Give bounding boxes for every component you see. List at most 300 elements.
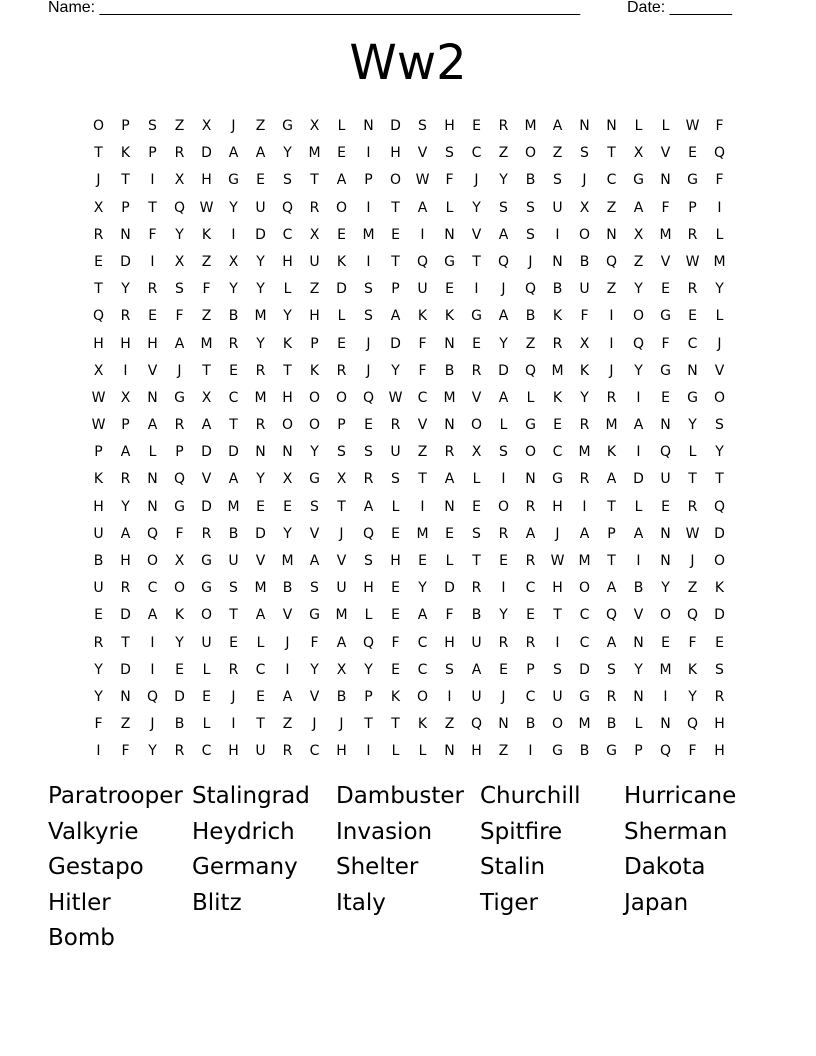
grid-letter[interactable]: N bbox=[444, 335, 455, 352]
grid-letter[interactable]: T bbox=[607, 553, 616, 569]
grid-letter[interactable]: B bbox=[444, 362, 455, 379]
grid-letter[interactable]: I bbox=[285, 661, 290, 678]
grid-letter[interactable]: G bbox=[606, 743, 617, 760]
grid-letter[interactable]: A bbox=[228, 471, 239, 488]
grid-letter[interactable]: H bbox=[147, 335, 158, 352]
grid-letter[interactable]: P bbox=[337, 417, 346, 434]
grid-letter[interactable]: R bbox=[120, 580, 131, 597]
grid-letter[interactable]: D bbox=[201, 145, 212, 162]
grid-letter[interactable]: E bbox=[337, 335, 346, 352]
grid-letter[interactable]: G bbox=[309, 471, 320, 488]
grid-letter[interactable]: D bbox=[714, 525, 725, 542]
grid-letter[interactable]: I bbox=[582, 498, 587, 515]
grid-letter[interactable]: K bbox=[444, 308, 455, 325]
grid-letter[interactable]: A bbox=[309, 553, 320, 569]
grid-letter[interactable]: Y bbox=[283, 525, 292, 542]
grid-letter[interactable]: R bbox=[579, 471, 590, 488]
grid-letter[interactable]: N bbox=[660, 716, 671, 733]
grid-letter[interactable]: B bbox=[93, 553, 104, 569]
grid-letter[interactable]: L bbox=[337, 118, 346, 134]
grid-letter[interactable]: T bbox=[715, 471, 724, 488]
grid-letter[interactable]: X bbox=[228, 253, 239, 270]
grid-letter[interactable]: V bbox=[309, 525, 320, 542]
grid-letter[interactable]: A bbox=[498, 389, 509, 406]
grid-letter[interactable]: P bbox=[634, 743, 643, 760]
grid-letter[interactable]: F bbox=[688, 743, 697, 760]
grid-letter[interactable]: Y bbox=[661, 580, 670, 597]
grid-letter[interactable]: C bbox=[525, 580, 536, 597]
grid-letter[interactable]: U bbox=[417, 281, 428, 298]
grid-letter[interactable]: L bbox=[472, 471, 481, 488]
grid-letter[interactable]: K bbox=[417, 308, 428, 325]
grid-letter[interactable]: W bbox=[685, 118, 700, 134]
grid-letter[interactable]: H bbox=[120, 553, 131, 569]
grid-letter[interactable]: D bbox=[120, 661, 131, 678]
grid-letter[interactable]: H bbox=[201, 172, 212, 189]
grid-letter[interactable]: N bbox=[444, 498, 455, 515]
grid-letter[interactable]: V bbox=[201, 471, 212, 488]
grid-letter[interactable]: I bbox=[555, 634, 560, 651]
grid-letter[interactable]: I bbox=[447, 688, 452, 705]
grid-letter[interactable]: Y bbox=[499, 172, 508, 189]
grid-letter[interactable]: G bbox=[660, 308, 671, 325]
grid-letter[interactable]: H bbox=[714, 743, 725, 760]
grid-letter[interactable]: E bbox=[337, 226, 346, 243]
grid-letter[interactable]: J bbox=[96, 172, 101, 189]
grid-letter[interactable]: T bbox=[94, 145, 103, 162]
grid-letter[interactable]: P bbox=[175, 444, 184, 461]
grid-letter[interactable]: X bbox=[309, 226, 320, 243]
grid-letter[interactable]: Y bbox=[634, 281, 643, 298]
grid-letter[interactable]: V bbox=[417, 145, 428, 162]
grid-letter[interactable]: X bbox=[579, 335, 590, 352]
grid-letter[interactable]: A bbox=[120, 525, 131, 542]
grid-letter[interactable]: E bbox=[418, 553, 427, 569]
grid-letter[interactable]: F bbox=[661, 199, 670, 216]
grid-letter[interactable]: I bbox=[366, 199, 371, 216]
grid-letter[interactable]: R bbox=[390, 417, 401, 434]
grid-letter[interactable]: J bbox=[582, 172, 587, 189]
grid-letter[interactable]: R bbox=[174, 145, 185, 162]
grid-letter[interactable]: R bbox=[471, 580, 482, 597]
grid-letter[interactable]: K bbox=[174, 607, 185, 624]
grid-letter[interactable]: S bbox=[499, 199, 508, 216]
grid-letter[interactable]: C bbox=[201, 743, 212, 760]
grid-letter[interactable]: A bbox=[201, 417, 212, 434]
grid-letter[interactable]: N bbox=[687, 362, 698, 379]
grid-letter[interactable]: Y bbox=[94, 688, 103, 705]
grid-letter[interactable]: O bbox=[281, 417, 294, 434]
grid-letter[interactable]: C bbox=[282, 226, 293, 243]
grid-letter[interactable]: K bbox=[417, 716, 428, 733]
grid-letter[interactable]: O bbox=[308, 389, 321, 406]
grid-letter[interactable]: R bbox=[228, 335, 239, 352]
grid-letter[interactable]: T bbox=[688, 471, 697, 488]
grid-letter[interactable]: G bbox=[174, 389, 185, 406]
grid-letter[interactable]: A bbox=[282, 688, 293, 705]
grid-letter[interactable]: W bbox=[388, 389, 403, 406]
grid-letter[interactable]: Z bbox=[606, 199, 617, 216]
grid-letter[interactable]: A bbox=[579, 525, 590, 542]
grid-letter[interactable]: A bbox=[336, 634, 347, 651]
grid-letter[interactable]: Q bbox=[92, 308, 105, 325]
grid-letter[interactable]: I bbox=[636, 389, 641, 406]
grid-letter[interactable]: M bbox=[605, 417, 618, 434]
grid-letter[interactable]: S bbox=[445, 661, 454, 678]
grid-letter[interactable]: F bbox=[175, 525, 184, 542]
grid-letter[interactable]: T bbox=[202, 362, 211, 379]
grid-letter[interactable]: F bbox=[148, 226, 157, 243]
grid-letter[interactable]: D bbox=[390, 118, 401, 134]
grid-letter[interactable]: T bbox=[391, 253, 400, 270]
grid-letter[interactable]: J bbox=[312, 716, 317, 733]
grid-letter[interactable]: O bbox=[578, 226, 591, 243]
grid-letter[interactable]: P bbox=[364, 172, 373, 189]
grid-letter[interactable]: E bbox=[445, 281, 454, 298]
grid-letter[interactable]: T bbox=[364, 716, 373, 733]
grid-letter[interactable]: E bbox=[229, 634, 238, 651]
grid-letter[interactable]: K bbox=[93, 471, 104, 488]
grid-letter[interactable]: O bbox=[335, 199, 348, 216]
grid-letter[interactable]: J bbox=[717, 335, 722, 352]
grid-letter[interactable]: M bbox=[227, 498, 240, 515]
grid-letter[interactable]: S bbox=[445, 145, 454, 162]
grid-letter[interactable]: Q bbox=[416, 253, 429, 270]
grid-letter[interactable]: Z bbox=[444, 716, 455, 733]
grid-letter[interactable]: E bbox=[661, 389, 670, 406]
grid-letter[interactable]: Y bbox=[256, 471, 265, 488]
grid-letter[interactable]: I bbox=[420, 498, 425, 515]
grid-letter[interactable]: D bbox=[444, 580, 455, 597]
grid-letter[interactable]: O bbox=[200, 607, 213, 624]
grid-letter[interactable]: I bbox=[636, 444, 641, 461]
grid-letter[interactable]: L bbox=[202, 716, 211, 733]
grid-letter[interactable]: M bbox=[578, 553, 591, 569]
grid-letter[interactable]: H bbox=[390, 145, 401, 162]
grid-letter[interactable]: E bbox=[256, 688, 265, 705]
grid-letter[interactable]: N bbox=[606, 226, 617, 243]
grid-letter[interactable]: G bbox=[633, 172, 644, 189]
grid-letter[interactable]: H bbox=[120, 335, 131, 352]
grid-letter[interactable]: A bbox=[606, 580, 617, 597]
grid-letter[interactable]: O bbox=[524, 145, 537, 162]
grid-letter[interactable]: K bbox=[552, 308, 563, 325]
grid-letter[interactable]: O bbox=[524, 444, 537, 461]
grid-letter[interactable]: Y bbox=[256, 253, 265, 270]
grid-letter[interactable]: K bbox=[579, 362, 590, 379]
grid-letter[interactable]: R bbox=[120, 308, 131, 325]
grid-letter[interactable]: H bbox=[282, 253, 293, 270]
grid-letter[interactable]: W bbox=[199, 199, 214, 216]
grid-letter[interactable]: U bbox=[309, 253, 320, 270]
grid-letter[interactable]: T bbox=[283, 362, 292, 379]
grid-letter[interactable]: U bbox=[660, 471, 671, 488]
grid-letter[interactable]: M bbox=[578, 444, 591, 461]
grid-letter[interactable]: R bbox=[174, 417, 185, 434]
grid-letter[interactable]: I bbox=[366, 743, 371, 760]
grid-letter[interactable]: P bbox=[391, 281, 400, 298]
grid-letter[interactable]: I bbox=[528, 743, 533, 760]
grid-letter[interactable]: Y bbox=[256, 335, 265, 352]
grid-letter[interactable]: I bbox=[231, 226, 236, 243]
grid-letter[interactable]: S bbox=[499, 444, 508, 461]
grid-letter[interactable]: P bbox=[526, 661, 535, 678]
grid-letter[interactable]: Y bbox=[472, 199, 481, 216]
grid-letter[interactable]: T bbox=[607, 498, 616, 515]
grid-letter[interactable]: J bbox=[150, 716, 155, 733]
grid-letter[interactable]: N bbox=[444, 417, 455, 434]
grid-letter[interactable]: F bbox=[94, 716, 103, 733]
grid-letter[interactable]: D bbox=[174, 688, 185, 705]
grid-letter[interactable]: J bbox=[690, 553, 695, 569]
grid-letter[interactable]: S bbox=[148, 118, 157, 134]
grid-letter[interactable]: A bbox=[336, 172, 347, 189]
grid-letter[interactable]: Y bbox=[688, 417, 697, 434]
grid-letter[interactable]: O bbox=[389, 172, 402, 189]
grid-letter[interactable]: A bbox=[471, 661, 482, 678]
grid-letter[interactable]: B bbox=[336, 688, 347, 705]
grid-letter[interactable]: N bbox=[498, 716, 509, 733]
grid-letter[interactable]: F bbox=[418, 335, 427, 352]
grid-letter[interactable]: K bbox=[552, 389, 563, 406]
grid-letter[interactable]: E bbox=[391, 661, 400, 678]
grid-letter[interactable]: I bbox=[717, 199, 722, 216]
grid-letter[interactable]: N bbox=[525, 471, 536, 488]
grid-letter[interactable]: C bbox=[417, 661, 428, 678]
grid-letter[interactable]: N bbox=[552, 253, 563, 270]
grid-letter[interactable]: I bbox=[501, 471, 506, 488]
grid-letter[interactable]: I bbox=[366, 145, 371, 162]
grid-letter[interactable]: F bbox=[445, 607, 454, 624]
grid-letter[interactable]: X bbox=[174, 553, 185, 569]
grid-letter[interactable]: I bbox=[555, 226, 560, 243]
grid-letter[interactable]: T bbox=[229, 417, 238, 434]
grid-letter[interactable]: P bbox=[607, 525, 616, 542]
grid-letter[interactable]: E bbox=[499, 661, 508, 678]
grid-letter[interactable]: Y bbox=[310, 661, 319, 678]
grid-letter[interactable]: M bbox=[281, 553, 294, 569]
grid-letter[interactable]: F bbox=[175, 308, 184, 325]
grid-letter[interactable]: W bbox=[91, 417, 106, 434]
grid-letter[interactable]: N bbox=[633, 688, 644, 705]
grid-letter[interactable]: I bbox=[474, 281, 479, 298]
grid-letter[interactable]: E bbox=[661, 498, 670, 515]
grid-letter[interactable]: N bbox=[579, 118, 590, 134]
grid-letter[interactable]: F bbox=[715, 118, 724, 134]
grid-letter[interactable]: G bbox=[201, 553, 212, 569]
grid-letter[interactable]: R bbox=[687, 281, 698, 298]
grid-letter[interactable]: Q bbox=[173, 471, 186, 488]
grid-letter[interactable]: U bbox=[552, 199, 563, 216]
grid-letter[interactable]: O bbox=[470, 417, 483, 434]
grid-letter[interactable]: L bbox=[499, 417, 508, 434]
grid-letter[interactable]: H bbox=[471, 743, 482, 760]
grid-letter[interactable]: H bbox=[363, 580, 374, 597]
grid-letter[interactable]: G bbox=[552, 471, 563, 488]
grid-letter[interactable]: V bbox=[417, 417, 428, 434]
grid-letter[interactable]: U bbox=[255, 199, 266, 216]
grid-letter[interactable]: U bbox=[471, 688, 482, 705]
grid-letter[interactable]: Z bbox=[120, 716, 131, 733]
grid-letter[interactable]: I bbox=[123, 362, 128, 379]
grid-letter[interactable]: C bbox=[552, 444, 563, 461]
grid-letter[interactable]: J bbox=[555, 525, 560, 542]
grid-letter[interactable]: P bbox=[121, 118, 130, 134]
grid-letter[interactable]: A bbox=[417, 607, 428, 624]
grid-letter[interactable]: T bbox=[472, 553, 481, 569]
grid-letter[interactable]: Z bbox=[201, 253, 212, 270]
grid-letter[interactable]: F bbox=[202, 281, 211, 298]
date-field-label[interactable]: Date: _______ bbox=[627, 0, 732, 16]
grid-letter[interactable]: S bbox=[175, 281, 184, 298]
grid-letter[interactable]: D bbox=[228, 444, 239, 461]
grid-letter[interactable]: R bbox=[120, 471, 131, 488]
grid-letter[interactable]: R bbox=[687, 498, 698, 515]
grid-letter[interactable]: L bbox=[445, 199, 454, 216]
grid-letter[interactable]: Q bbox=[362, 525, 375, 542]
grid-letter[interactable]: A bbox=[606, 471, 617, 488]
grid-letter[interactable]: D bbox=[390, 335, 401, 352]
grid-letter[interactable]: L bbox=[688, 444, 697, 461]
grid-letter[interactable]: E bbox=[472, 335, 481, 352]
grid-letter[interactable]: L bbox=[148, 444, 157, 461]
grid-letter[interactable]: F bbox=[715, 172, 724, 189]
grid-letter[interactable]: S bbox=[553, 172, 562, 189]
grid-letter[interactable]: A bbox=[255, 607, 266, 624]
grid-letter[interactable]: Q bbox=[524, 362, 537, 379]
grid-letter[interactable]: R bbox=[147, 281, 158, 298]
grid-letter[interactable]: Z bbox=[255, 118, 266, 134]
grid-letter[interactable]: U bbox=[552, 688, 563, 705]
grid-letter[interactable]: S bbox=[472, 525, 481, 542]
grid-letter[interactable]: Y bbox=[121, 281, 130, 298]
grid-letter[interactable]: E bbox=[661, 634, 670, 651]
grid-letter[interactable]: L bbox=[634, 498, 643, 515]
grid-letter[interactable]: Y bbox=[715, 444, 724, 461]
grid-letter[interactable]: R bbox=[255, 417, 266, 434]
grid-letter[interactable]: X bbox=[282, 471, 293, 488]
grid-letter[interactable]: L bbox=[337, 308, 346, 325]
grid-letter[interactable]: X bbox=[633, 226, 644, 243]
grid-letter[interactable]: M bbox=[578, 716, 591, 733]
grid-letter[interactable]: H bbox=[444, 634, 455, 651]
grid-letter[interactable]: X bbox=[336, 661, 347, 678]
grid-letter[interactable]: S bbox=[337, 444, 346, 461]
grid-letter[interactable]: M bbox=[200, 335, 213, 352]
grid-letter[interactable]: V bbox=[282, 607, 293, 624]
grid-letter[interactable]: O bbox=[551, 716, 564, 733]
grid-letter[interactable]: F bbox=[391, 634, 400, 651]
grid-letter[interactable]: A bbox=[498, 308, 509, 325]
grid-letter[interactable]: X bbox=[174, 253, 185, 270]
grid-letter[interactable]: Z bbox=[174, 118, 185, 134]
grid-letter[interactable]: E bbox=[391, 226, 400, 243]
grid-letter[interactable]: B bbox=[282, 580, 293, 597]
grid-letter[interactable]: S bbox=[553, 661, 562, 678]
grid-letter[interactable]: J bbox=[339, 525, 344, 542]
grid-letter[interactable]: Q bbox=[605, 253, 618, 270]
grid-letter[interactable]: F bbox=[445, 172, 454, 189]
grid-letter[interactable]: N bbox=[147, 471, 158, 488]
grid-letter[interactable]: E bbox=[175, 661, 184, 678]
grid-letter[interactable]: T bbox=[310, 172, 319, 189]
grid-letter[interactable]: H bbox=[552, 498, 563, 515]
grid-letter[interactable]: E bbox=[391, 607, 400, 624]
grid-letter[interactable]: W bbox=[685, 253, 700, 270]
grid-letter[interactable]: D bbox=[201, 498, 212, 515]
grid-letter[interactable]: G bbox=[471, 308, 482, 325]
grid-letter[interactable]: Z bbox=[498, 145, 509, 162]
grid-letter[interactable]: B bbox=[552, 281, 563, 298]
grid-letter[interactable]: Q bbox=[362, 389, 375, 406]
grid-letter[interactable]: E bbox=[553, 417, 562, 434]
grid-letter[interactable]: A bbox=[147, 417, 158, 434]
grid-letter[interactable]: R bbox=[255, 362, 266, 379]
grid-letter[interactable]: R bbox=[93, 634, 104, 651]
grid-letter[interactable]: A bbox=[606, 634, 617, 651]
grid-letter[interactable]: Z bbox=[633, 253, 644, 270]
grid-letter[interactable]: M bbox=[254, 308, 267, 325]
grid-letter[interactable]: Z bbox=[309, 281, 320, 298]
grid-letter[interactable]: Q bbox=[659, 444, 672, 461]
grid-letter[interactable]: U bbox=[93, 580, 104, 597]
grid-letter[interactable]: I bbox=[636, 553, 641, 569]
grid-letter[interactable]: A bbox=[525, 525, 536, 542]
grid-letter[interactable]: M bbox=[254, 580, 267, 597]
grid-letter[interactable]: T bbox=[418, 471, 427, 488]
grid-letter[interactable]: P bbox=[688, 199, 697, 216]
grid-letter[interactable]: C bbox=[255, 661, 266, 678]
grid-letter[interactable]: R bbox=[579, 417, 590, 434]
grid-letter[interactable]: Q bbox=[686, 607, 699, 624]
grid-letter[interactable]: E bbox=[526, 607, 535, 624]
grid-letter[interactable]: J bbox=[501, 688, 506, 705]
grid-letter[interactable]: I bbox=[150, 661, 155, 678]
grid-letter[interactable]: G bbox=[282, 118, 293, 134]
grid-letter[interactable]: M bbox=[524, 118, 537, 134]
grid-letter[interactable]: S bbox=[310, 498, 319, 515]
grid-letter[interactable]: X bbox=[633, 145, 644, 162]
grid-letter[interactable]: L bbox=[715, 308, 724, 325]
grid-letter[interactable]: Y bbox=[418, 580, 427, 597]
grid-letter[interactable]: M bbox=[551, 362, 564, 379]
grid-letter[interactable]: H bbox=[93, 498, 104, 515]
grid-letter[interactable]: D bbox=[120, 253, 131, 270]
grid-letter[interactable]: I bbox=[609, 335, 614, 352]
grid-letter[interactable]: X bbox=[309, 118, 320, 134]
grid-letter[interactable]: K bbox=[714, 580, 725, 597]
grid-letter[interactable]: L bbox=[526, 389, 535, 406]
grid-letter[interactable]: I bbox=[150, 172, 155, 189]
grid-letter[interactable]: I bbox=[96, 743, 101, 760]
grid-letter[interactable]: L bbox=[418, 743, 427, 760]
grid-letter[interactable]: Y bbox=[499, 335, 508, 352]
grid-letter[interactable]: E bbox=[472, 118, 481, 134]
grid-letter[interactable]: X bbox=[93, 362, 104, 379]
grid-letter[interactable]: G bbox=[228, 172, 239, 189]
grid-letter[interactable]: E bbox=[337, 145, 346, 162]
grid-letter[interactable]: N bbox=[444, 226, 455, 243]
grid-letter[interactable]: E bbox=[256, 498, 265, 515]
grid-letter[interactable]: Y bbox=[229, 199, 238, 216]
grid-letter[interactable]: T bbox=[121, 634, 130, 651]
grid-letter[interactable]: A bbox=[444, 471, 455, 488]
grid-letter[interactable]: P bbox=[310, 335, 319, 352]
grid-letter[interactable]: D bbox=[255, 226, 266, 243]
grid-letter[interactable]: Q bbox=[659, 743, 672, 760]
grid-letter[interactable]: Y bbox=[256, 281, 265, 298]
grid-letter[interactable]: T bbox=[337, 498, 346, 515]
